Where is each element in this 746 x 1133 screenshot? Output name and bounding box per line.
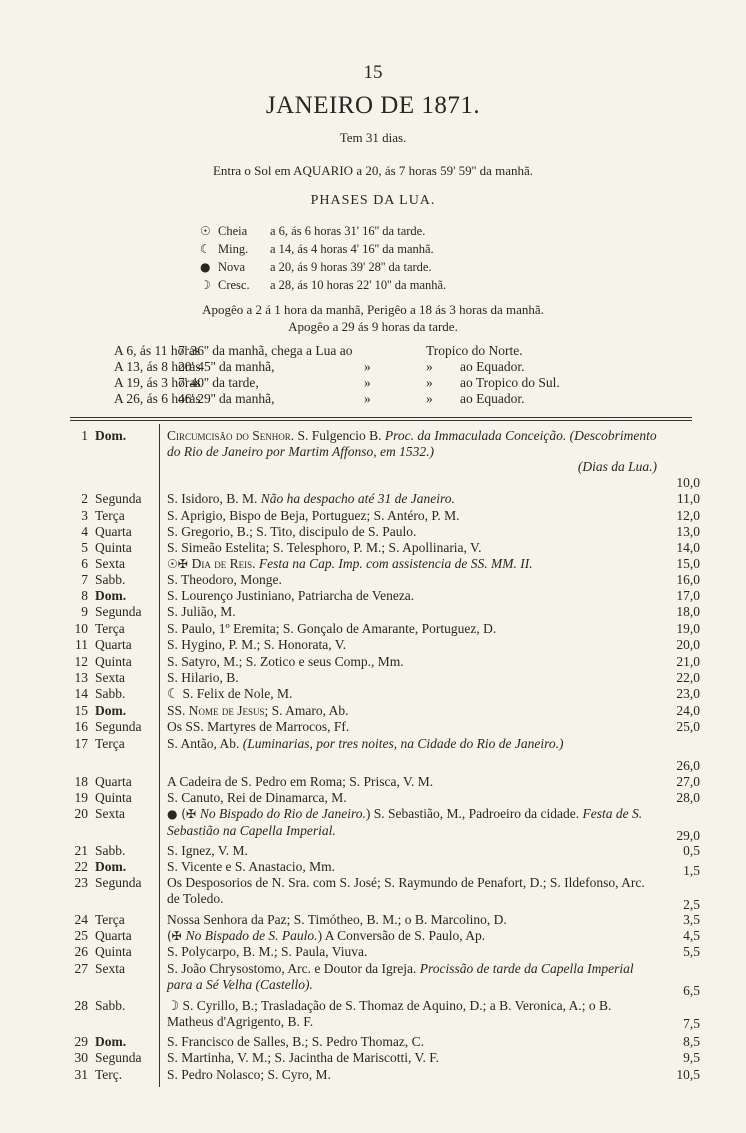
weekday: Quinta: [95, 944, 132, 959]
weekday: Terça: [95, 912, 125, 927]
moon-age: 3,5: [683, 912, 700, 927]
day-number: 16: [74, 719, 88, 734]
weekday: Quinta: [95, 654, 132, 669]
day-saints: Circumcisão do Senhor. S. Fulgencio B. Proc. da Immaculada Conceição. (Descobrimento do Rio de Janeiro por Martim Affonso, em 1532.) (Dias da Lua.): [167, 428, 657, 474]
new-moon-icon: ●: [200, 260, 211, 274]
phase-text: a 14, ás 4 horas 4' 16'' da manhã.: [270, 242, 434, 256]
day-saints: ☾ S. Felix de Nole, M.: [167, 686, 293, 701]
phase-text: a 28, ás 10 horas 22' 10'' da manhã.: [270, 278, 447, 292]
days-count: Tem 31 dias.: [339, 130, 407, 145]
moon-age: 28,0: [676, 790, 700, 805]
moon-age: 17,0: [676, 588, 700, 603]
column-divider: [159, 424, 160, 1087]
day-saints: Nossa Senhora da Paz; S. Timótheo, B. M.; o B. Marcolino, D.: [167, 912, 507, 927]
day-number: 12: [74, 654, 88, 669]
moon-age: 14,0: [676, 540, 700, 555]
moon-age: 18,0: [676, 604, 700, 619]
tropic-dest: Tropico do Norte.: [426, 343, 523, 358]
full-moon-icon: ☉: [200, 224, 211, 238]
weekday: Sexta: [95, 961, 125, 976]
weekday: Terç.: [95, 1067, 123, 1082]
tropic-dest: ao Tropico do Sul.: [460, 375, 560, 390]
day-saints: S. Aprigio, Bispo de Beja, Portuguez; S. Antéro, P. M.: [167, 508, 460, 523]
moon-age: 22,0: [676, 670, 700, 685]
table-top-rule-thin: [70, 420, 692, 421]
page-number: 15: [363, 62, 383, 83]
day-saints: S. Vicente e S. Anastacio, Mm.: [167, 859, 336, 874]
new-moon-icon: ● (✠: [167, 807, 200, 821]
day-number: 2: [81, 491, 88, 506]
moon-age: 5,5: [683, 944, 700, 959]
weekday: Quarta: [95, 524, 132, 539]
day-saints: SS. Nome de Jesus; S. Amaro, Ab.: [167, 703, 349, 718]
moon-age: 10,5: [676, 1067, 700, 1082]
day-saints: S. Julião, M.: [167, 604, 236, 619]
moon-age: 0,5: [683, 843, 700, 858]
day-number: 17: [74, 736, 88, 751]
day-number: 25: [74, 928, 88, 943]
day-number: 4: [81, 524, 88, 539]
day-saints: S. Canuto, Rei de Dinamarca, M.: [167, 790, 347, 805]
phase-name: Ming.: [218, 242, 249, 256]
day-saints: (✠ No Bispado de S. Paulo.) A Conversão de S. Paulo, Ap.: [167, 928, 486, 943]
weekday: Quarta: [95, 637, 132, 652]
day-number: 31: [74, 1067, 88, 1082]
weekday: Sabb.: [95, 843, 126, 858]
moon-age: 20,0: [676, 637, 700, 652]
day-saints: ● (✠ No Bispado do Rio de Janeiro.) S. Sebastião, M., Padroeiro da cidade. Festa de S. Sebastião na Capella Imperial.: [167, 806, 643, 838]
weekday: Sabb.: [95, 998, 126, 1013]
moon-age: 13,0: [676, 524, 700, 539]
weekday: Sabb.: [95, 572, 126, 587]
day-saints: S. Hilario, B.: [167, 670, 239, 685]
day-saints: S. Simeão Estelita; S. Telesphoro, P. M.; S. Apollinaria, V.: [167, 540, 482, 555]
phase-name: Cheia: [218, 224, 248, 238]
weekday: Sexta: [95, 670, 125, 685]
ditto-mark: »: [426, 391, 433, 406]
day-saints: ☽ S. Cyrillo, B.; Trasladação de S. Thomaz de Aquino, D.; a B. Veronica, A.; o B. Matheus d'Agrigento, B. F.: [167, 998, 612, 1029]
day-number: 13: [74, 670, 88, 685]
day-number: 11: [75, 637, 88, 652]
moon-age: 23,0: [676, 686, 700, 701]
weekday: Sabb.: [95, 686, 126, 701]
day-number: 6: [81, 556, 88, 571]
day-number: 28: [74, 998, 88, 1013]
day-number: 23: [74, 875, 88, 890]
day-number: 9: [81, 604, 88, 619]
weekday: Quarta: [95, 928, 132, 943]
page-title: JANEIRO DE 1871.: [265, 92, 481, 119]
moon-age: 15,0: [676, 556, 700, 571]
weekday: Terça: [95, 736, 125, 751]
phase-new-moon: [200, 260, 432, 275]
apogee-second: Apogêo a 29 ás 9 horas da tarde.: [288, 319, 458, 334]
day-saints: Os Desposorios de N. Sra. com S. José; S. Raymundo de Penafort, D.; S. Ildefonso, Arc. de Toledo.: [167, 875, 645, 906]
day-number: 10: [74, 621, 88, 636]
weekday: Quinta: [95, 540, 132, 555]
day-number: 7: [81, 572, 88, 587]
moon-age: 12,0: [676, 508, 700, 523]
sun-entry: Entra o Sol em AQUARIO a 20, ás 7 horas 59' 59'' da manhã.: [212, 163, 534, 178]
weekday: Sexta: [95, 806, 125, 821]
ditto-mark: »: [364, 359, 371, 374]
moon-age: 7,5: [683, 1016, 700, 1031]
weekday: Segunda: [95, 719, 142, 734]
tropic-dest: ao Equador.: [460, 359, 525, 374]
day-number: 30: [74, 1050, 88, 1065]
tropic-row: [114, 359, 524, 375]
moon-age: 19,0: [676, 621, 700, 636]
moon-age: 21,0: [676, 654, 700, 669]
day-saints: ☉✠ Dia de Reis. Festa na Cap. Imp. com assistencia de SS. MM. II.: [167, 556, 533, 571]
day-number: 18: [74, 774, 88, 789]
weekday: Segunda: [95, 604, 142, 619]
weekday: Terça: [95, 621, 125, 636]
phase-text: a 6, ás 6 horas 31' 16'' da tarde.: [270, 224, 426, 238]
day-number: 19: [74, 790, 88, 805]
weekday: Sexta: [95, 556, 125, 571]
weekday: Terça: [95, 508, 125, 523]
moon-age: 24,0: [676, 703, 700, 718]
day-number: 15: [74, 703, 88, 718]
weekday: Segunda: [95, 875, 142, 890]
day-number: 3: [81, 508, 88, 523]
tropic-row: [114, 375, 560, 391]
tropic-dest: ao Equador.: [460, 391, 525, 406]
day-saints: S. Paulo, 1º Eremita; S. Gonçalo de Amarante, Portuguez, D.: [167, 621, 497, 636]
tropic-time: 7' 40'' da tarde,: [178, 375, 259, 390]
phase-full-moon: [200, 224, 425, 239]
cross-icon: (✠: [167, 929, 186, 943]
phase-waning-moon: [200, 242, 434, 257]
day-saints: A Cadeira de S. Pedro em Roma; S. Prisca, V. M.: [167, 774, 434, 789]
day-number: 20: [74, 806, 88, 821]
tropic-time: 20' 45'' da manhã,: [178, 359, 275, 374]
weekday: Quinta: [95, 790, 132, 805]
day-saints: S. Francisco de Salles, B.; S. Pedro Thomaz, C.: [167, 1034, 424, 1049]
day-saints: S. Ignez, V. M.: [167, 843, 248, 858]
moon-age: 25,0: [676, 719, 700, 734]
phases-title: PHASES DA LUA.: [310, 193, 436, 208]
epiphany-icon: ☉✠: [167, 557, 192, 571]
moon-age: 9,5: [683, 1050, 700, 1065]
day-number: 27: [74, 961, 88, 976]
ditto-mark: »: [364, 391, 371, 406]
day-saints: S. Pedro Nolasco; S. Cyro, M.: [167, 1067, 331, 1082]
weekday: Quarta: [95, 774, 132, 789]
tropic-date: A 6, ás 11 horas: [114, 343, 201, 358]
day-saints: S. Lourenço Justiniano, Patriarcha de Veneza.: [167, 588, 415, 603]
weekday: Segunda: [95, 1050, 142, 1065]
tropic-time: 7' 36'' da manhã, chega a Lua ao: [178, 343, 353, 358]
moon-age: 26,0: [676, 758, 700, 773]
day-saints: Os SS. Martyres de Marrocos, Ff.: [167, 719, 350, 734]
day-saints: S. Hygino, P. M.; S. Honorata, V.: [167, 637, 347, 652]
phase-name: Cresc.: [218, 278, 250, 292]
waxing-moon-icon: ☽: [200, 278, 211, 292]
weekday: Dom.: [95, 859, 127, 874]
tropic-date: A 19, ás 3 horas: [114, 375, 201, 390]
day-saints: S. Gregorio, B.; S. Tito, discipulo de S. Paulo.: [167, 524, 417, 539]
weekday: Dom.: [95, 1034, 127, 1049]
ditto-mark: »: [426, 375, 433, 390]
ditto-mark: »: [426, 359, 433, 374]
weekday: Dom.: [95, 588, 127, 603]
weekday: Segunda: [95, 491, 142, 506]
day-saints: S. Martinha, V. M.; S. Jacintha de Mariscotti, V. F.: [167, 1050, 440, 1065]
day-number: 24: [74, 912, 88, 927]
moon-age: 29,0: [676, 828, 700, 843]
day-saints: S. Polycarpo, B. M.; S. Paula, Viuva.: [167, 944, 368, 959]
day-number: 29: [74, 1034, 88, 1049]
phase-text: a 20, ás 9 horas 39' 28'' da tarde.: [270, 260, 432, 274]
day-number: 5: [81, 540, 88, 555]
table-top-rule: [70, 417, 692, 418]
waning-moon-icon: ☾: [200, 242, 211, 256]
tropic-time: 46' 29'' da manhã,: [178, 391, 275, 406]
day-saints: S. Antão, Ab. (Luminarias, por tres noites, na Cidade do Rio de Janeiro.): [167, 736, 564, 751]
weekday: Dom.: [95, 428, 127, 443]
day-number: 8: [81, 588, 88, 603]
tropic-date: A 26, ás 6 horas: [114, 391, 201, 406]
moon-age: 10,0: [676, 475, 700, 490]
moon-age: 8,5: [683, 1034, 700, 1049]
tropic-date: A 13, ás 8 horas: [114, 359, 201, 374]
moon-age: 6,5: [683, 983, 700, 998]
phase-name: Nova: [218, 260, 246, 274]
moon-age: 1,5: [683, 863, 700, 878]
day-saints: S. Isidoro, B. M. Não ha despacho até 31 de Janeiro.: [167, 491, 455, 506]
weekday: Dom.: [95, 703, 127, 718]
moon-age: 16,0: [676, 572, 700, 587]
moon-age: 27,0: [676, 774, 700, 789]
day-saints: S. Satyro, M.; S. Zotico e seus Comp., Mm.: [167, 654, 404, 669]
day-number: 22: [74, 859, 88, 874]
day-saints: S. João Chrysostomo, Arc. e Doutor da Igreja. Procissão de tarde da Capella Imperial para a Sé Velha (Castello).: [167, 961, 634, 992]
day-number: 26: [74, 944, 88, 959]
tropic-row: [114, 391, 524, 407]
day-number: 1: [81, 428, 88, 443]
tropic-row: [114, 343, 523, 359]
moon-age: 11,0: [676, 491, 700, 506]
ditto-mark: »: [364, 375, 371, 390]
day-number: 21: [74, 843, 88, 858]
moon-age: 4,5: [683, 928, 700, 943]
day-saints: S. Theodoro, Monge.: [167, 572, 282, 587]
moon-age: 2,5: [683, 897, 700, 912]
phase-waxing-moon: [200, 278, 446, 293]
day-number: 14: [74, 686, 88, 701]
apogee-perigee: Apogêo a 2 á 1 hora da manhã, Perigêo a 18 ás 3 horas da manhã.: [202, 302, 544, 317]
